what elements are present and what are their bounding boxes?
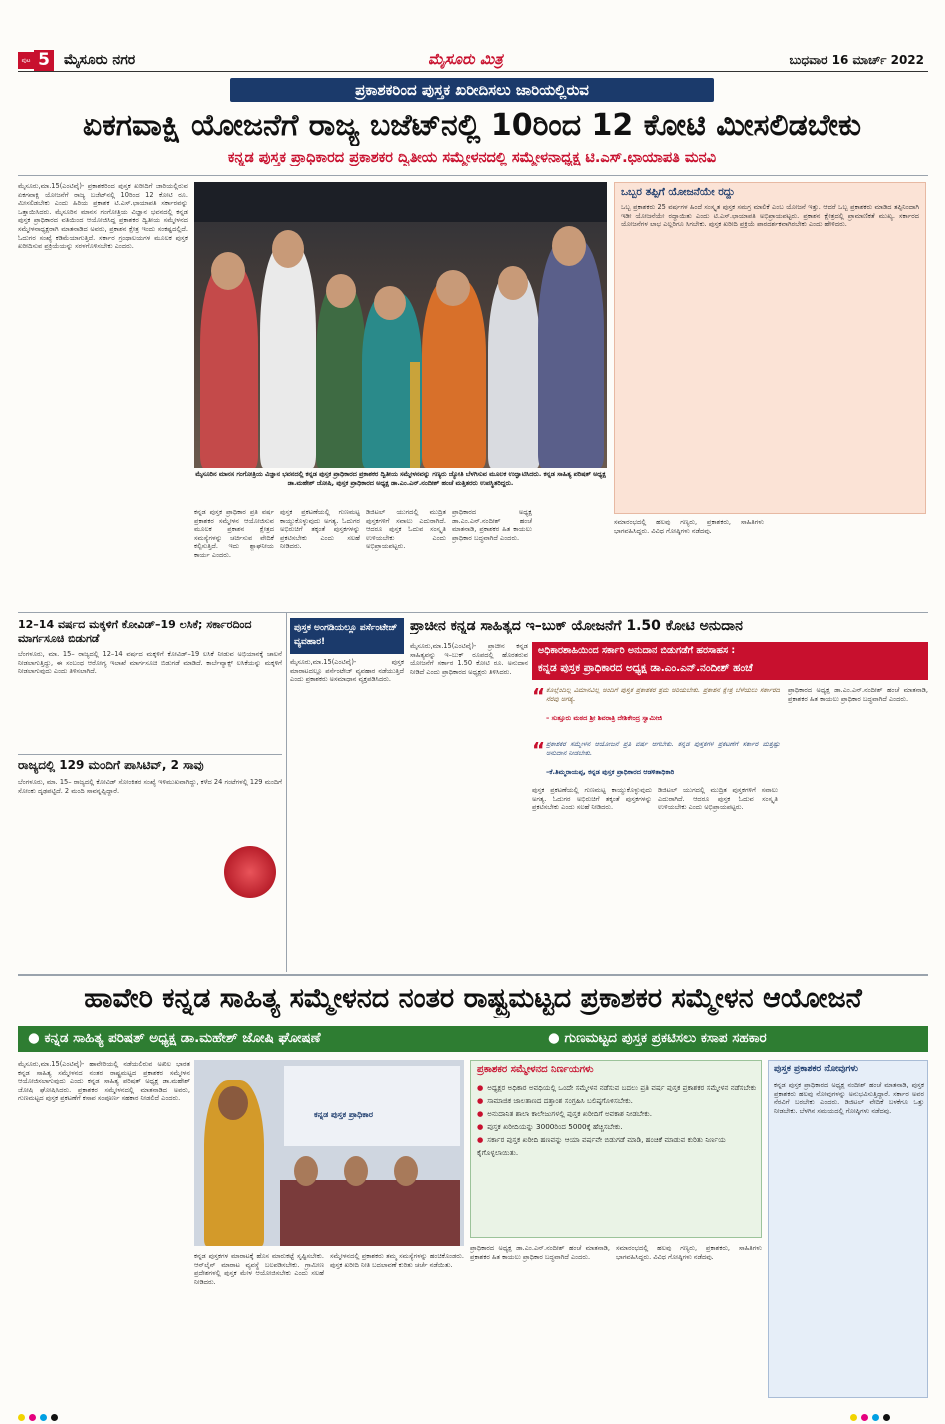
resolution-item: ● ಸಾಮಾಜಿಕ ಜಾಲತಾಣದ ದತ್ತಾಂಶ ಸಂಗ್ರಹಿಸಿ ಬಲಿಷ್ಠಗೊಳಿಸಬೇಕು. (477, 1096, 633, 1105)
ebook-col-2: ಪುಸ್ತಕ ಪ್ರಕಟಣೆಯಲ್ಲಿ ಗುಣಮಟ್ಟ ಕಾಯ್ದುಕೊಳ್ಳುವುದು ಅಗತ್ಯ. ಓದುಗರ ಅಭಿರುಚಿಗೆ ತಕ್ಕಂತೆ ಪುಸ್ತಕಗಳನ್ನು ಪ್ರಕಟಿಸಬೇಕು ಎಂದು ಸಲಹೆ ನೀಡಿದರು. (532, 786, 652, 812)
side-box-title: ಪುಸ್ತಕ ಪ್ರಕಾಶಕರ ನೋವುಗಳು (774, 1064, 858, 1074)
covid-count-body: ಬೆಂಗಳೂರು, ಮಾ. 15– ರಾಜ್ಯದಲ್ಲಿ ಕೋವಿಡ್ ಸೋಂಕಿತರ ಸಂಖ್ಯೆ ಇಳಿಮುಖವಾಗಿದ್ದು, ಕಳೆದ 24 ಗಂಟೆಗಳಲ್ಲಿ 129 ಮಂದಿಗೆ ಸೋಂಕು ದೃಢಪಟ್ಟಿದೆ. 2 ಮಂದಿ ಸಾವನ್ನಪ್ಪಿದ್ದಾರೆ. (18, 778, 282, 795)
ebook-headline: ಪ್ರಾಚೀನ ಕನ್ನಡ ಸಾಹಿತ್ಯದ ಇ–ಬುಕ್ ಯೋಜನೆಗೆ 1.50 ಕೋಟಿ ಅನುದಾನ (410, 618, 743, 634)
lead-headline: ಏಕಗವಾಕ್ಷಿ ಯೋಜನೆಗೆ ರಾಜ್ಯ ಬಜೆಟ್‌ನಲ್ಲಿ 10ರಿಂದ 12 ಕೋಟಿ ಮೀಸಲಿಡಬೇಕು (82, 108, 862, 143)
section-title: ಮೈಸೂರು ನಗರ (64, 52, 136, 68)
book-story-header (290, 618, 404, 654)
lead-photo-caption: ಮೈಸೂರಿನ ಮಾನಸ ಗಂಗೋತ್ರಿಯ ವಿಜ್ಞಾನ ಭವನದಲ್ಲಿ ಕನ್ನಡ ಪುಸ್ತಕ ಪ್ರಾಧಿಕಾರದ ಪ್ರಕಾಶಕರ ದ್ವಿತೀಯ ಸಮ್ಮೇಳನವನ್ನು ಗಣ್ಯರು ಜ್ಯೋತಿ ಬೆಳಗಿಸುವ ಮೂಲಕ ಉದ್ಘಾಟಿಸಿದರು. ಕನ್ನಡ ಸಾಹಿತ್ಯ ಪರಿಷತ್ ಅಧ್ಯಕ್ಷ ಡಾ.ಮಹೇಶ್ ಜೋಷಿ, ಪುಸ್ತಕ ಪ್ರಾಧಿಕಾರದ ಅಧ್ಯಕ್ಷ ಡಾ.ಎಂ.ಎನ್.ನಂದೀಶ್ ಹಂಚೆ ಮತ್ತಿತರರು ಉಪಸ್ಥಿತರಿದ್ದರು. (195, 470, 606, 487)
virus-icon (224, 846, 276, 898)
mid-col-2: ಪುಸ್ತಕ ಪ್ರಕಟಣೆಯಲ್ಲಿ ಗುಣಮಟ್ಟ ಕಾಯ್ದುಕೊಳ್ಳುವುದು ಅಗತ್ಯ. ಓದುಗರ ಅಭಿರುಚಿಗೆ ತಕ್ಕಂತೆ ಪುಸ್ತಕಗಳನ್ನು ಪ್ರಕಟಿಸಬೇಕು ಎಂದು ಸಲಹೆ ನೀಡಿದರು. (280, 508, 360, 551)
quote-1 (532, 684, 782, 728)
ebook-box-line1: ಅಧಿಕಾರಶಾಹಿಯಿಂದ ಸರ್ಕಾರಿ ಅನುದಾನ ಬಿಡುಗಡೆಗೆ ಹರಸಾಹಸ : (538, 645, 736, 656)
resolution-item: ● ಸರ್ಕಾರ ಪುಸ್ತಕ ಖರೀದಿ ಹಣವನ್ನು ಆಯಾ ವರ್ಷವೇ ಬಿಡುಗಡೆ ಮಾಡಿ, ಹಂಚಿಕೆ ಮಾಡುವ ಕುರಿತು ನಿರ್ಣಯ ಕೈಗೊಳ್ಳಲಾಯಿತು. (477, 1135, 726, 1157)
quote-2-text: ಪ್ರಕಾಶಕರ ಸಮ್ಮೇಳನ ಆಯೋಜನೆ ಪ್ರತಿ ವರ್ಷ ಆಗಬೇಕು. ಕನ್ನಡ ಪುಸ್ತಕಗಳ ಪ್ರಕಟಣೆಗೆ ಸರ್ಕಾರ ಮತ್ತಷ್ಟು ಅನುದಾನ ನೀಡಬೇಕು. (546, 740, 780, 757)
ebook-col-3: ಡಿಜಿಟಲ್ ಯುಗದಲ್ಲಿ ಮುದ್ರಿತ ಪುಸ್ತಕಗಳಿಗೆ ಸವಾಲು ಎದುರಾಗಿದೆ. ಆದರೂ ಪುಸ್ತಕ ಓದುವ ಸಂಸ್ಕೃತಿ ಉಳಿಯಬೇಕು ಎಂದು ಅಭಿಪ್ರಾಯಪಟ್ಟರು. (658, 786, 778, 812)
bottom-sub-1: ● ಕನ್ನಡ ಸಾಹಿತ್ಯ ಪರಿಷತ್ ಅಧ್ಯಕ್ಷ ಡಾ.ಮಹೇಶ್ ಜೋಷಿ ಘೋಷಣೆ (28, 1030, 321, 1046)
bottom-body-2: ಕನ್ನಡ ಪುಸ್ತಕಗಳ ಮಾರಾಟಕ್ಕೆ ಹೊಸ ಮಾರುಕಟ್ಟೆ ಸೃಷ್ಟಿಸಬೇಕು. ಆನ್‌ಲೈನ್ ಮಾರಾಟ ವ್ಯವಸ್ಥೆ ಬಲಪಡಿಸಬೇಕು. ಗ್ರಾಮೀಣ ಪ್ರದೇಶಗಳಲ್ಲಿ ಪುಸ್ತಕ ಮೇಳ ಆಯೋಜಿಸಬೇಕು ಎಂದು ಸಲಹೆ ನೀಡಿದರು. (194, 1252, 324, 1286)
covid-headline: 12–14 ವರ್ಷದ ಮಕ್ಕಳಿಗೆ ಕೋವಿಡ್–19 ಲಸಿಕೆ; ಸರ್ಕಾರದಿಂದ ಮಾರ್ಗಸೂಚಿ ಬಿಡುಗಡೆ (18, 618, 252, 645)
masthead (18, 50, 928, 72)
book-story-body: ಮೈಸೂರು,ಮಾ.15(ಎಂಟಿವೈ)- ಪುಸ್ತಕ ಮಾರಾಟದಲ್ಲೂ ಪರ್ಸೆಂಟೇಜ್ ವ್ಯವಹಾರ ನಡೆಯುತ್ತಿದೆ ಎಂದು ಪ್ರಕಾಶಕರು ಅಸಮಾಧಾನ ವ್ಯಕ್ತಪಡಿಸಿದರು. (290, 658, 404, 684)
ebook-col-4: ಪ್ರಾಧಿಕಾರದ ಅಧ್ಯಕ್ಷ ಡಾ.ಎಂ.ಎನ್.ನಂದೀಶ್ ಹಂಚೆ ಮಾತನಾಡಿ, ಪ್ರಕಾಶಕರ ಹಿತ ಕಾಯಲು ಪ್ರಾಧಿಕಾರ ಬದ್ಧವಾಗಿದೆ ಎಂದರು. (788, 686, 928, 703)
covid-body: ಬೆಂಗಳೂರು, ಮಾ. 15– ರಾಜ್ಯದಲ್ಲಿ 12–14 ವರ್ಷದ ಮಕ್ಕಳಿಗೆ ಕೋವಿಡ್–19 ಲಸಿಕೆ ನೀಡುವ ಅಭಿಯಾನಕ್ಕೆ ಚಾಲನೆ ನೀಡಲಾಗುತ್ತಿದ್ದು, ಈ ಸಂಬಂಧ ಆರೋಗ್ಯ ಇಲಾಖೆ ಮಾರ್ಗಸೂಚಿ ಬಿಡುಗಡೆ ಮಾಡಿದೆ. ಕಾರ್ಬೆವ್ಯಾಕ್ಸ್ ಲಸಿಕೆಯನ್ನು ಮಕ್ಕಳಿಗೆ ನೀಡಲಾಗುವುದು ಎಂದು ತಿಳಿಸಲಾಗಿದೆ. (18, 650, 282, 676)
quote-mark-icon: “ (532, 684, 546, 708)
quote-1-by: – ಸುತ್ತೂರು ಮಠದ ಶ್ರೀ ಶಿವರಾತ್ರಿ ದೇಶಿಕೇಂದ್ರ ಸ್ವಾಮೀಜಿ (546, 714, 663, 722)
book-story-headline: ಪುಸ್ತಕ ಅಂಗಡಿಯಲ್ಲೂ ಪರ್ಸೆಂಟೇಜ್ ವ್ಯವಹಾರ! (294, 623, 398, 647)
bottom-col-b: ಸಮಾರಂಭದಲ್ಲಿ ಹಲವು ಗಣ್ಯರು, ಪ್ರಕಾಶಕರು, ಸಾಹಿತಿಗಳು ಭಾಗವಹಿಸಿದ್ದರು. ವಿವಿಧ ಗೋಷ್ಠಿಗಳು ನಡೆದವು. (616, 1244, 762, 1261)
lead-photo (194, 182, 607, 468)
lead-body: ಮೈಸೂರು,ಮಾ.15(ಎಂಟಿವೈ)- ಪ್ರಕಾಶಕರಿಂದ ಪುಸ್ತಕ ಖರೀದಿಗೆ ಜಾರಿಯಲ್ಲಿರುವ ಏಕಗವಾಕ್ಷಿ ಯೋಜನೆಗೆ ರಾಜ್ಯ ಬಜೆಟ್‌ನಲ್ಲಿ 10ರಿಂದ 12 ಕೋಟಿ ರೂ. ಮೀಸಲಿಡಬೇಕು ಎಂದು ಹಿರಿಯ ಪ್ರಕಾಶಕ ಟಿ.ಎಸ್.ಛಾಯಾಪತಿ ಸರ್ಕಾರವನ್ನು ಒತ್ತಾಯಿಸಿದರು. ಮೈಸೂರಿನ ಮಾನಸ ಗಂಗೋತ್ರಿಯ ವಿಜ್ಞಾನ ಭವನದಲ್ಲಿ ಕನ್ನಡ ಪುಸ್ತಕ ಪ್ರಾಧಿಕಾರದ ವತಿಯಿಂದ ಆಯೋಜಿಸಿದ್ದ ಪ್ರಕಾಶಕರ ದ್ವಿತೀಯ ಸಮ್ಮೇಳನದ ಸಮ್ಮೇಳನಾಧ್ಯಕ್ಷರಾಗಿ ಮಾತನಾಡಿದ ಅವರು, ಪ್ರಕಾಶನ ಕ್ಷೇತ್ರ ಇಂದು ಸಂಕಷ್ಟದಲ್ಲಿದೆ. ಓದುಗರ ಸಂಖ್ಯೆ ಕಡಿಮೆಯಾಗುತ್ತಿದೆ. ಸರ್ಕಾರ ಗ್ರಂಥಾಲಯಗಳ ಮೂಲಕ ಪುಸ್ತಕ ಖರೀದಿಸುವ ಪ್ರಕ್ರಿಯೆಯನ್ನು ಸರಳಗೊಳಿಸಬೇಕು ಎಂದರು. (18, 182, 188, 251)
resolution-item: ● ಪುಸ್ತಕ ಖರೀದಿಯನ್ನು 3000ರಿಂದ 5000ಕ್ಕೆ ಹೆಚ್ಚಿಸಬೇಕು. (477, 1122, 623, 1131)
quote-mark-icon: “ (532, 738, 546, 762)
bottom-body-3: ಸಮ್ಮೇಳನದಲ್ಲಿ ಪ್ರಕಾಶಕರು ತಮ್ಮ ಸಮಸ್ಯೆಗಳನ್ನು ಹಂಚಿಕೊಂಡರು. ಪುಸ್ತಕ ಖರೀದಿ ನೀತಿ ಬದಲಾವಣೆ ಕುರಿತು ಚರ್ಚೆ ನಡೆಯಿತು. (330, 1252, 464, 1269)
bottom-sub-1-text: ಕನ್ನಡ ಸಾಹಿತ್ಯ ಪರಿಷತ್ ಅಧ್ಯಕ್ಷ ಡಾ.ಮಹೇಶ್ ಜೋಷಿ ಘೋಷಣೆ (44, 1030, 321, 1046)
color-registration-marks (850, 1406, 920, 1416)
ebook-box-line2: ಕನ್ನಡ ಪುಸ್ತಕ ಪ್ರಾಧಿಕಾರದ ಅಧ್ಯಕ್ಷ ಡಾ.ಎಂ.ಎನ್.ನಂದೀಶ್ ಹಂಚೆ (538, 662, 753, 674)
bottom-sub-2: ● ಗುಣಮಟ್ಟದ ಪುಸ್ತಕ ಪ್ರಕಟಿಸಲು ಕಸಾಪ ಸಹಕಾರ (548, 1030, 767, 1046)
quote-1-text: ಕೊಲ್ಲೆಂದಿಲ್ಲ ವಿಮಾನವಿಲ್ಲ ಅಂದಿಗೆ ಪುಸ್ತಕ ಪ್ರಕಾಶಕರ ಶ್ರಮ ಅರಿಯಬೇಕು. ಪ್ರಕಾಶನ ಕ್ಷೇತ್ರ ಬೆಳೆಯಲು ಸರ್ಕಾರದ ನೆರವು ಅಗತ್ಯ. (546, 686, 780, 703)
resolution-item: ● ಅನುದಾನಿತ ಶಾಲಾ ಕಾಲೇಜುಗಳಲ್ಲಿ ಪುಸ್ತಕ ಖರೀದಿಗೆ ಅವಕಾಶ ನೀಡಬೇಕು. (477, 1109, 653, 1118)
issue-date: ಬುಧವಾರ 16 ಮಾರ್ಚ್ 2022 (789, 53, 924, 67)
photo-banner-text: ಕನ್ನಡ ಪುಸ್ತಕ ಪ್ರಾಧಿಕಾರ (314, 1110, 373, 1119)
page-number: 5 (34, 50, 54, 71)
bottom-subhead-bar (18, 1026, 928, 1052)
resolutions-box (470, 1060, 762, 1238)
sidebar-box-title: ಒಬ್ಬರ ತಪ್ಪಿಗೆ ಯೋಜನೆಯೇ ರದ್ದು (621, 186, 735, 198)
bottom-col-a: ಪ್ರಾಧಿಕಾರದ ಅಧ್ಯಕ್ಷ ಡಾ.ಎಂ.ಎನ್.ನಂದೀಶ್ ಹಂಚೆ ಮಾತನಾಡಿ, ಪ್ರಕಾಶಕರ ಹಿತ ಕಾಯಲು ಪ್ರಾಧಿಕಾರ ಬದ್ಧವಾಗಿದೆ ಎಂದರು. (470, 1244, 610, 1261)
covid-count-headline: ರಾಜ್ಯದಲ್ಲಿ 129 ಮಂದಿಗೆ ಪಾಸಿಟಿವ್, 2 ಸಾವು (18, 758, 204, 772)
ebook-body: ಮೈಸೂರು,ಮಾ.15(ಎಂಟಿವೈ)- ಪ್ರಾಚೀನ ಕನ್ನಡ ಸಾಹಿತ್ಯವನ್ನು ಇ–ಬುಕ್ ರೂಪದಲ್ಲಿ ಹೊರತರುವ ಯೋಜನೆಗೆ ಸರ್ಕಾರ 1.50 ಕೋಟಿ ರೂ. ಅನುದಾನ ನೀಡಿದೆ ಎಂದು ಪ್ರಾಧಿಕಾರದ ಅಧ್ಯಕ್ಷರು ತಿಳಿಸಿದರು. (410, 642, 528, 676)
lead-subhead: ಕನ್ನಡ ಪುಸ್ತಕ ಪ್ರಾಧಿಕಾರದ ಪ್ರಕಾಶಕರ ದ್ವಿತೀಯ ಸಮ್ಮೇಳನದಲ್ಲಿ ಸಮ್ಮೇಳನಾಧ್ಯಕ್ಷ ಟಿ.ಎಸ್.ಛಾಯಾಪತಿ ಮನವಿ (227, 150, 717, 166)
bottom-sub-2-text: ಗುಣಮಟ್ಟದ ಪುಸ್ತಕ ಪ್ರಕಟಿಸಲು ಕಸಾಪ ಸಹಕಾರ (564, 1030, 767, 1046)
side-box (768, 1060, 928, 1398)
side-box-body: ಕನ್ನಡ ಪುಸ್ತಕ ಪ್ರಾಧಿಕಾರದ ಅಧ್ಯಕ್ಷ ನಂದೀಶ್ ಹಂಚೆ ಮಾತನಾಡಿ, ಪುಸ್ತಕ ಪ್ರಕಾಶಕರು ಹಲವು ನೋವುಗಳನ್ನು ಅನುಭವಿಸುತ್ತಿದ್ದಾರೆ. ಸರ್ಕಾರ ಅವರ ನೆರವಿಗೆ ಬರಬೇಕು ಎಂದರು. ಡಿಜಿಟಲ್ ವೇದಿಕೆ ಬಳಕೆಗೂ ಒತ್ತು ನೀಡಬೇಕು. ಬೆಳಗಿನ ಸಮಯದಲ್ಲಿ ಗೋಷ್ಠಿಗಳು ನಡೆದವು. (774, 1081, 924, 1115)
mid-col-5: ಸಮಾರಂಭದಲ್ಲಿ ಹಲವು ಗಣ್ಯರು, ಪ್ರಕಾಶಕರು, ಸಾಹಿತಿಗಳು ಭಾಗವಹಿಸಿದ್ದರು. ವಿವಿಧ ಗೋಷ್ಠಿಗಳು ನಡೆದವು. (614, 518, 764, 535)
color-registration-marks (18, 1406, 88, 1416)
sidebar-box (614, 182, 926, 514)
resolution-item: ● ಅಧ್ಯಕ್ಷರ ಅಧಿಕಾರ ಅವಧಿಯಲ್ಲಿ ಒಂದೇ ಸಮ್ಮೇಳನ ನಡೆಸುವ ಬದಲು ಪ್ರತಿ ವರ್ಷ ಪುಸ್ತಕ ಪ್ರಕಾಶಕರ ಸಮ್ಮೇಳನ ನಡೆಸಬೇಕು (477, 1083, 757, 1092)
paper-name: ಮೈಸೂರು ಮಿತ್ರ (428, 50, 503, 68)
bottom-body: ಮೈಸೂರು,ಮಾ.15(ಎಂಟಿವೈ)- ಹಾವೇರಿಯಲ್ಲಿ ನಡೆಯಲಿರುವ ಅಖಿಲ ಭಾರತ ಕನ್ನಡ ಸಾಹಿತ್ಯ ಸಮ್ಮೇಳನದ ನಂತರ ರಾಷ್ಟ್ರಮಟ್ಟದ ಪ್ರಕಾಶಕರ ಸಮ್ಮೇಳನ ಆಯೋಜಿಸಲಾಗುವುದು ಎಂದು ಕನ್ನಡ ಸಾಹಿತ್ಯ ಪರಿಷತ್ ಅಧ್ಯಕ್ಷ ಡಾ.ಮಹೇಶ್ ಜೋಷಿ ಘೋಷಿಸಿದರು. ಪ್ರಕಾಶಕರ ಸಮ್ಮೇಳನದಲ್ಲಿ ಮಾತನಾಡಿದ ಅವರು, ಗುಣಮಟ್ಟದ ಪುಸ್ತಕ ಪ್ರಕಟಣೆಗೆ ಕಸಾಪ ಸಂಪೂರ್ಣ ಸಹಕಾರ ನೀಡಲಿದೆ ಎಂದರು. (18, 1060, 190, 1103)
quote-2-by: –ಕೆ.ತಿಮ್ಮರಾಯಪ್ಪ, ಕನ್ನಡ ಪುಸ್ತಕ ಪ್ರಾಧಿಕಾರದ ಆಡಳಿತಾಧಿಕಾರಿ (546, 768, 675, 776)
quote-2 (532, 738, 782, 782)
mid-col-3: ಡಿಜಿಟಲ್ ಯುಗದಲ್ಲಿ ಮುದ್ರಿತ ಪುಸ್ತಕಗಳಿಗೆ ಸವಾಲು ಎದುರಾಗಿದೆ. ಆದರೂ ಪುಸ್ತಕ ಓದುವ ಸಂಸ್ಕೃತಿ ಉಳಿಯಬೇಕು ಎಂದು ಅಭಿಪ್ರಾಯಪಟ್ಟರು. (366, 508, 446, 551)
mid-col-1: ಕನ್ನಡ ಪುಸ್ತಕ ಪ್ರಾಧಿಕಾರ ಪ್ರತಿ ವರ್ಷ ಪ್ರಕಾಶಕರ ಸಮ್ಮೇಳನ ಆಯೋಜಿಸುವ ಮೂಲಕ ಪ್ರಕಾಶನ ಕ್ಷೇತ್ರದ ಸಮಸ್ಯೆಗಳನ್ನು ಚರ್ಚಿಸುವ ವೇದಿಕೆ ಕಲ್ಪಿಸುತ್ತಿದೆ. ಇದು ಶ್ಲಾಘನೀಯ ಕಾರ್ಯ ಎಂದರು. (194, 508, 274, 559)
bottom-photo (194, 1060, 464, 1246)
mid-col-4: ಪ್ರಾಧಿಕಾರದ ಅಧ್ಯಕ್ಷ ಡಾ.ಎಂ.ಎನ್.ನಂದೀಶ್ ಹಂಚೆ ಮಾತನಾಡಿ, ಪ್ರಕಾಶಕರ ಹಿತ ಕಾಯಲು ಪ್ರಾಧಿಕಾರ ಬದ್ಧವಾಗಿದೆ ಎಂದರು. (452, 508, 532, 542)
ebook-box-banner (532, 642, 928, 680)
bottom-headline: ಹಾವೇರಿ ಕನ್ನಡ ಸಾಹಿತ್ಯ ಸಮ್ಮೇಳನದ ನಂತರ ರಾಷ್ಟ್ರಮಟ್ಟದ ಪ್ರಕಾಶಕರ ಸಮ್ಮೇಳನ ಆಯೋಜನೆ (84, 983, 862, 1014)
page-label: ಪುಟ (18, 52, 34, 69)
sidebar-box-body: ಒಬ್ಬ ಪ್ರಕಾಶಕರು 25 ವರ್ಷಗಳ ಹಿಂದೆ ಸಂಸ್ಕೃತ ಪುಸ್ತಕ ಸಮಗ್ರ ಮಾಲಿಕೆ ಎಂಬ ಯೋಜನೆ ಇತ್ತು. ಆದರೆ ಒಬ್ಬ ಪ್ರಕಾಶಕರು ಮಾಡಿದ ತಪ್ಪಿನಿಂದಾಗಿ ಇಡೀ ಯೋಜನೆಯೇ ರದ್ದಾಯಿತು ಎಂದು ಟಿ.ಎಸ್.ಛಾಯಾಪತಿ ಅಭಿಪ್ರಾಯಪಟ್ಟರು. ಪ್ರಕಾಶನ ಕ್ಷೇತ್ರದಲ್ಲಿ ಪ್ರಾಮಾಣಿಕತೆ ಮುಖ್ಯ. ಸರ್ಕಾರದ ಯೋಜನೆಗಳ ಲಾಭ ಎಲ್ಲರಿಗೂ ಸಿಗಬೇಕು. ಪುಸ್ತಕ ಖರೀದಿ ಪ್ರಕ್ರಿಯೆ ಪಾರದರ್ಶಕವಾಗಿರಬೇಕು ಎಂದು ಹೇಳಿದರು. (621, 203, 919, 229)
resolutions-title: ಪ್ರಕಾಶಕರ ಸಮ್ಮೇಳನದ ನಿರ್ಣಯಗಳು (477, 1064, 594, 1075)
resolutions-list (477, 1081, 757, 1159)
lead-kicker: ಪ್ರಕಾಶಕರಿಂದ ಪುಸ್ತಕ ಖರೀದಿಸಲು ಜಾರಿಯಲ್ಲಿರುವ (230, 78, 714, 102)
